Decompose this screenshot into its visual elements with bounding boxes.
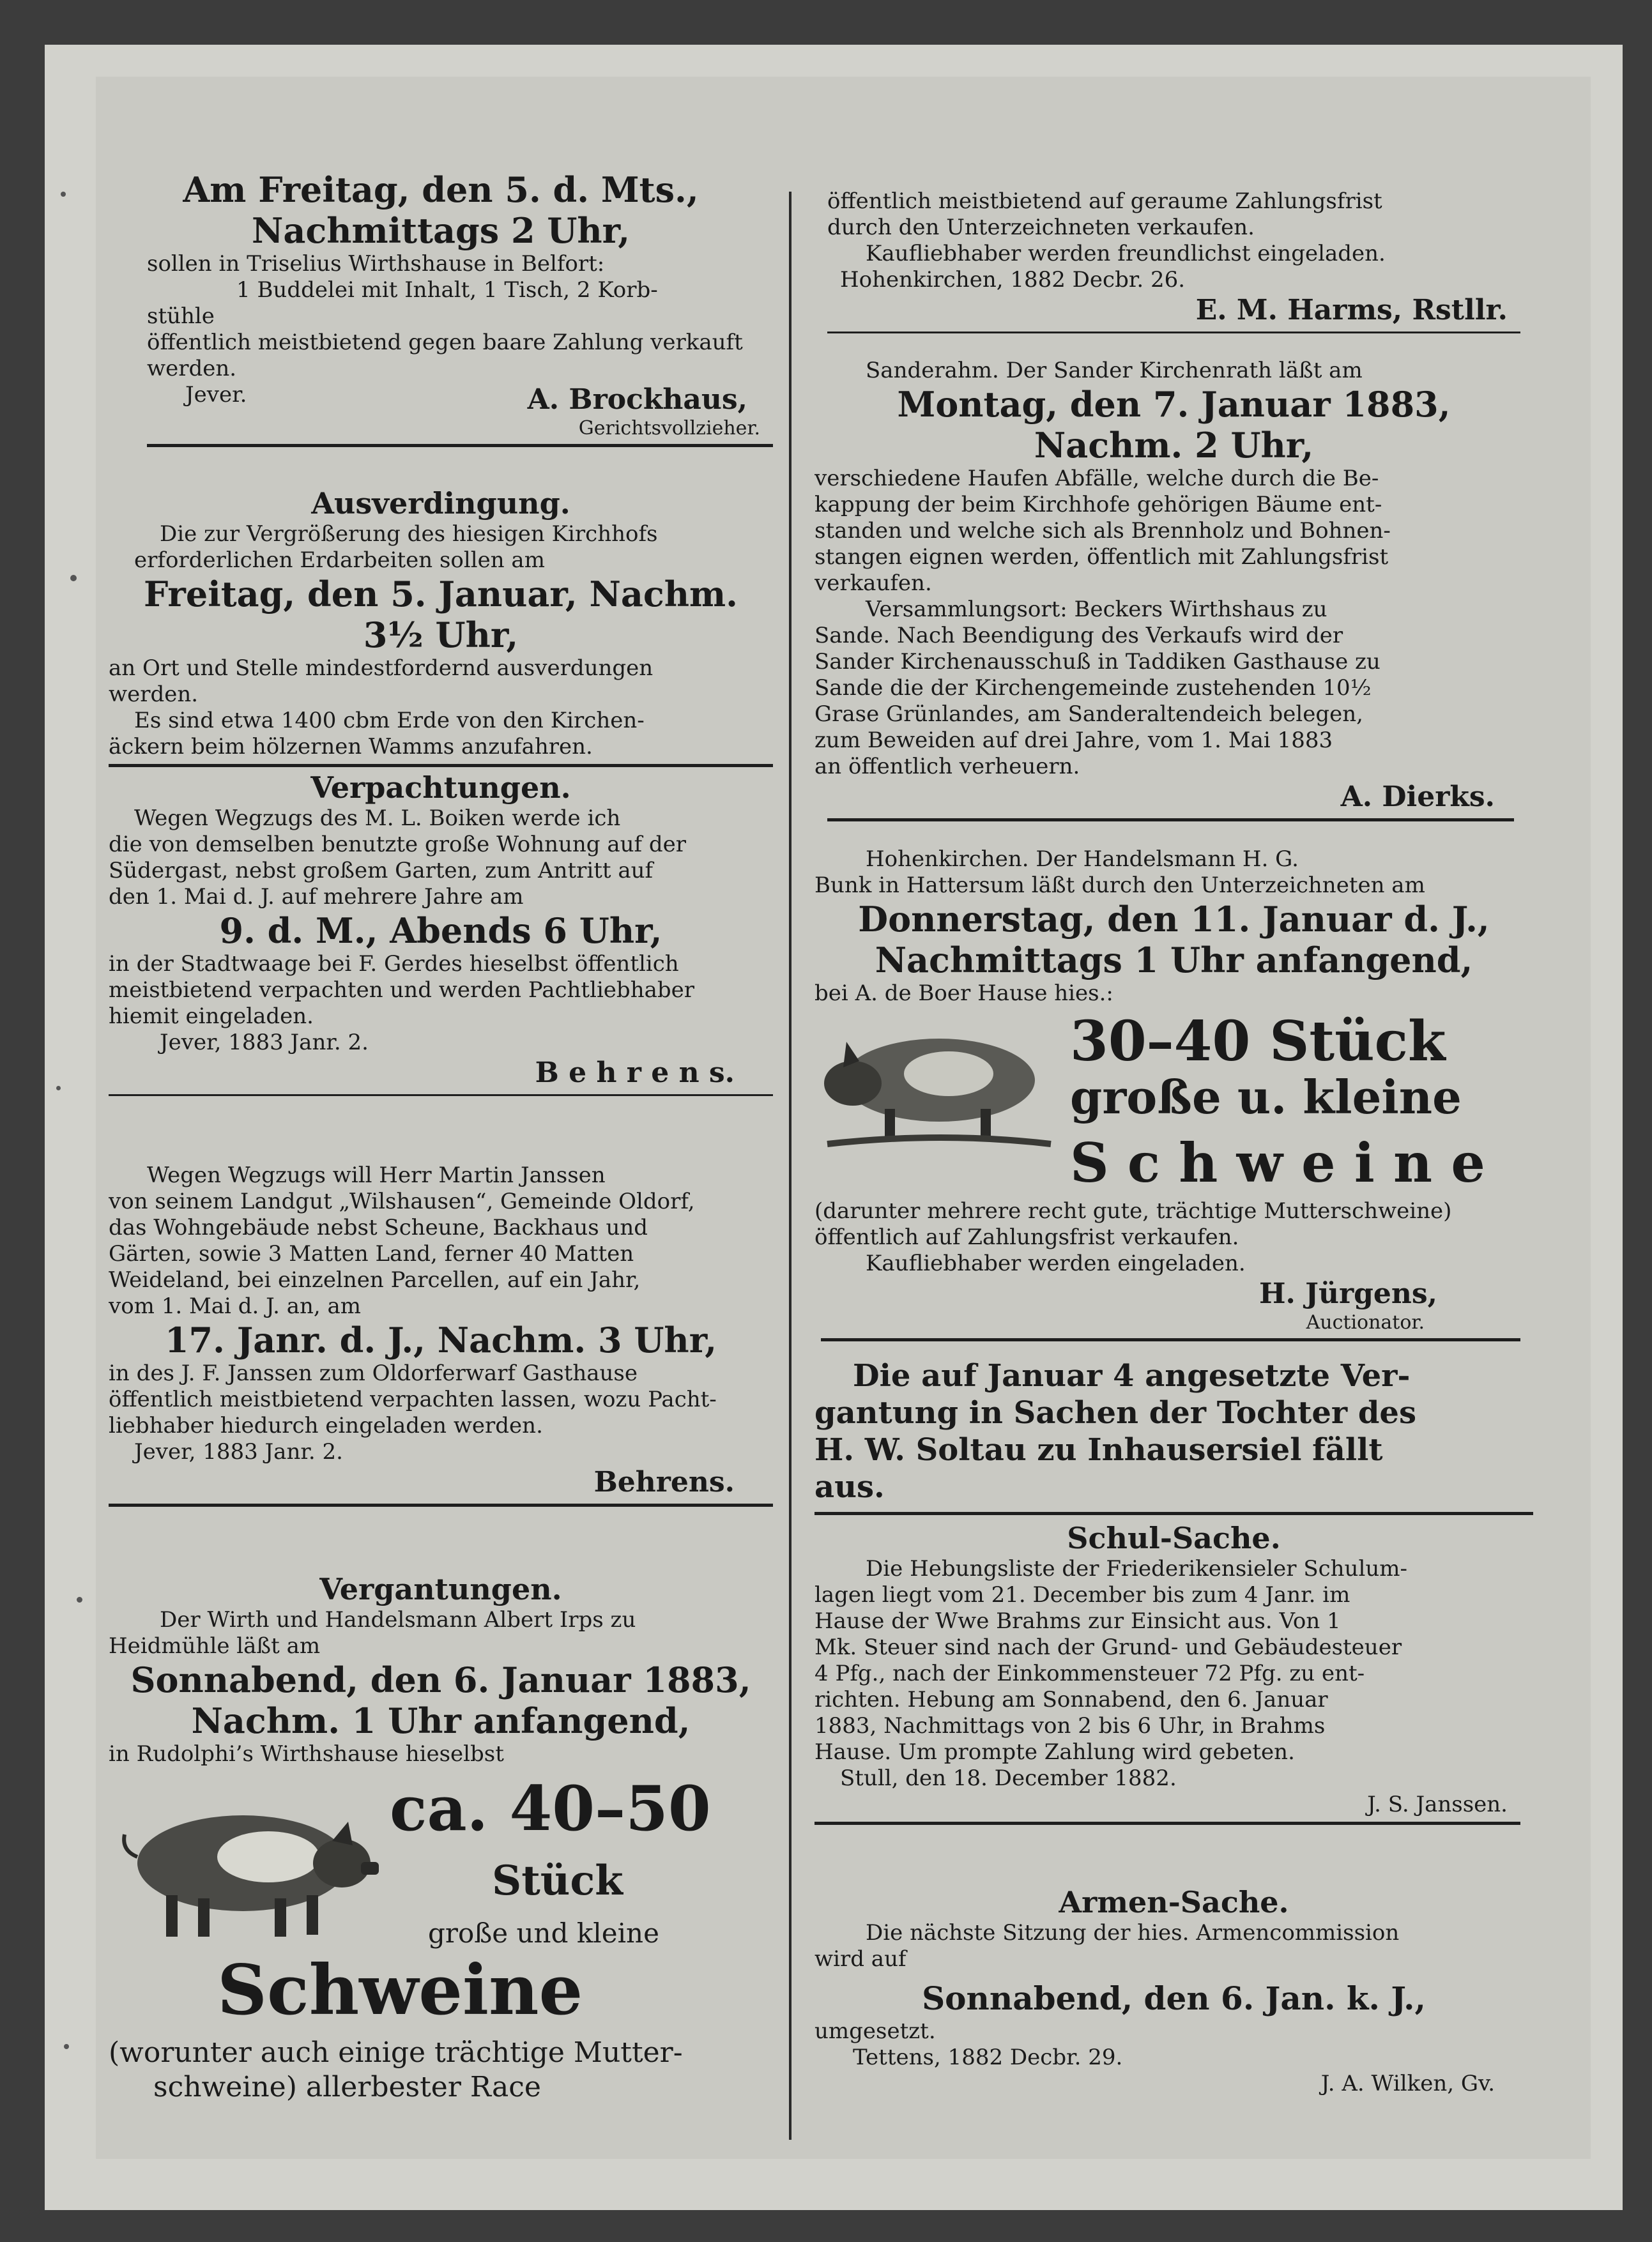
ad-signature: A. Brockhaus, bbox=[527, 383, 747, 416]
ad-text: Die nächste Sitzung der hies. Armencommission bbox=[866, 1920, 1400, 1946]
ink-speck bbox=[64, 2044, 69, 2049]
ad-date-line: 17. Janr. d. J., Nachm. 3 Uhr, bbox=[164, 1320, 717, 1361]
ad-date: Jever, 1883 Janr. 2. bbox=[134, 1439, 343, 1465]
ad-signature: H. Jürgens, bbox=[1258, 1277, 1437, 1310]
ad-text: aus. bbox=[815, 1469, 885, 1505]
ad-text: meistbietend verpachten und werden Pachtliebhaber bbox=[109, 977, 695, 1003]
ad-text: Südergast, nebst großem Garten, zum Antritt auf bbox=[109, 858, 654, 883]
ad-vergantungen-irps bbox=[109, 1571, 773, 2105]
ad-heading: Ausverdingung. bbox=[311, 486, 570, 521]
ad-text: den 1. Mai d. J. auf mehrere Jahre am bbox=[109, 884, 524, 910]
ad-text: sollen in Triselius Wirthshause in Belfort: bbox=[147, 251, 605, 277]
ad-text: von seinem Landgut „Wilshausen“, Gemeinde Oldorf, bbox=[109, 1189, 695, 1214]
ad-brockhaus bbox=[109, 169, 773, 451]
ad-date: Jever, 1883 Janr. 2. bbox=[160, 1030, 369, 1055]
ad-big-count: 30–40 Stück bbox=[1070, 1009, 1446, 1074]
ad-signature: A. Dierks. bbox=[1340, 781, 1495, 813]
ad-jurgens bbox=[815, 846, 1533, 1345]
ad-text: Hohenkirchen. Der Handelsmann H. G. bbox=[866, 846, 1299, 872]
separator-rule bbox=[827, 332, 1520, 333]
ad-text: werden. bbox=[109, 682, 199, 707]
ad-time-line: Nachmittags 2 Uhr, bbox=[251, 210, 631, 251]
ad-text: stangen eignen werden, öffentlich mit Zahlungsfrist bbox=[815, 544, 1389, 570]
ad-text: kappung der beim Kirchhofe gehörigen Bäume ent- bbox=[815, 492, 1382, 517]
ad-text: werden. bbox=[147, 356, 237, 381]
ad-date-line: Montag, den 7. Januar 1883, bbox=[897, 384, 1451, 425]
ad-text: Sande die der Kirchengemeinde zustehenden 10½ bbox=[815, 675, 1372, 701]
ad-text: große und kleine bbox=[428, 1918, 659, 1949]
ad-text: öffentlich meistbietend auf geraume Zahlungsfrist bbox=[827, 188, 1382, 214]
ad-text: öffentlich meistbietend gegen baare Zahlung verkauft bbox=[147, 330, 743, 355]
separator-rule bbox=[827, 818, 1514, 821]
ad-text: wird auf bbox=[815, 1946, 906, 1972]
ad-text: Weideland, bei einzelnen Parcellen, auf ein Jahr, bbox=[109, 1267, 641, 1293]
ad-verpachtungen-boiken bbox=[109, 770, 773, 1100]
ad-heading: Verpachtungen. bbox=[310, 770, 571, 805]
ad-text: schweine) allerbester Race bbox=[153, 2071, 541, 2103]
ad-text: öffentlich meistbietend verpachten lassen, wozu Pacht- bbox=[109, 1387, 717, 1412]
ad-text: Wegen Wegzugs des M. L. Boiken werde ich bbox=[134, 805, 621, 831]
ad-text: Gärten, sowie 3 Matten Land, ferner 40 Matten bbox=[109, 1241, 634, 1267]
ad-text: in des J. F. Janssen zum Oldorferwarf Gasthause bbox=[109, 1361, 638, 1386]
ad-date-line: 9. d. M., Abends 6 Uhr, bbox=[219, 910, 662, 951]
ad-text: in Rudolphi’s Wirthshause hieselbst bbox=[109, 1741, 504, 1767]
column-divider bbox=[789, 192, 792, 2140]
ad-text: Es sind etwa 1400 cbm Erde von den Kirchen- bbox=[134, 708, 645, 733]
ad-signature: E. M. Harms, Rstllr. bbox=[1195, 294, 1508, 326]
ad-text: Bunk in Hattersum läßt durch den Unterzeichneten am bbox=[815, 873, 1425, 898]
separator-rule bbox=[147, 444, 773, 447]
ad-text: Grase Grünlandes, am Sanderaltendeich belegen, bbox=[815, 701, 1363, 727]
ad-time-line: Nachmittags 1 Uhr anfangend, bbox=[875, 940, 1473, 980]
ad-text: lagen liegt vom 21. December bis zum 4 Janr. im bbox=[815, 1582, 1350, 1608]
ad-text: liebhaber hiedurch eingeladen werden. bbox=[109, 1413, 543, 1438]
ad-text: 4 Pfg., nach der Einkommensteuer 72 Pfg. zu ent- bbox=[815, 1661, 1365, 1686]
ad-text: Die auf Januar 4 angesetzte Ver- bbox=[853, 1358, 1411, 1394]
pig-illustration-icon bbox=[815, 1013, 1057, 1160]
ad-harms bbox=[815, 188, 1533, 337]
separator-rule bbox=[109, 1504, 773, 1507]
ad-text: Die Hebungsliste der Friederikensieler Schulum- bbox=[866, 1556, 1407, 1582]
ad-heading: Vergantungen. bbox=[319, 1572, 562, 1606]
ad-text: (worunter auch einige trächtige Mutter- bbox=[109, 2036, 683, 2069]
ad-verpachtungen-janssen bbox=[109, 1163, 773, 1511]
ad-text: verschiedene Haufen Abfälle, welche durch die Be- bbox=[815, 466, 1379, 491]
ink-speck bbox=[77, 1597, 82, 1603]
ad-big-item: S c h w e i n e bbox=[1070, 1131, 1485, 1194]
ad-schul-sache bbox=[815, 1520, 1533, 1829]
ad-text: 1 Buddelei mit Inhalt, 1 Tisch, 2 Korb- bbox=[236, 277, 658, 303]
ad-date-line: Donnerstag, den 11. Januar d. J., bbox=[858, 899, 1490, 940]
ad-heading: Armen-Sache. bbox=[1059, 1885, 1289, 1919]
ad-text: Versammlungsort: Beckers Wirthshaus zu bbox=[866, 597, 1327, 622]
ad-text: erforderlichen Erdarbeiten sollen am bbox=[134, 547, 545, 573]
ad-signature: J. A. Wilken, Gv. bbox=[1320, 2071, 1495, 2096]
ad-text: Heidmühle läßt am bbox=[109, 1633, 321, 1659]
ad-text: (darunter mehrere recht gute, trächtige Mutterschweine) bbox=[815, 1198, 1452, 1224]
ad-text: Der Wirth und Handelsmann Albert Irps zu bbox=[160, 1607, 636, 1633]
ad-big-item: Schweine bbox=[217, 1953, 583, 2028]
ad-signature-role: Auctionator. bbox=[1306, 1311, 1425, 1334]
ad-text: verkaufen. bbox=[815, 570, 932, 596]
ad-big-count: ca. 40–50 bbox=[390, 1774, 711, 1844]
ad-text: bei A. de Boer Hause hies.: bbox=[815, 980, 1113, 1006]
ad-text: Kaufliebhaber werden freundlichst eingeladen. bbox=[866, 241, 1386, 266]
ink-speck bbox=[61, 192, 66, 197]
ad-date: Hohenkirchen, 1882 Decbr. 26. bbox=[840, 267, 1186, 293]
ad-date: Stull, den 18. December 1882. bbox=[840, 1765, 1177, 1791]
ad-text: äckern beim hölzernen Wamms anzufahren. bbox=[109, 734, 593, 759]
ad-signature: J. S. Janssen. bbox=[1367, 1792, 1508, 1817]
ad-date: Tettens, 1882 Decbr. 29. bbox=[853, 2045, 1123, 2070]
ad-text: gantung in Sachen der Tochter des bbox=[815, 1395, 1416, 1431]
ink-speck bbox=[56, 1086, 61, 1090]
ad-text: richten. Hebung am Sonnabend, den 6. Januar bbox=[815, 1687, 1328, 1712]
ad-text: vom 1. Mai d. J. an, am bbox=[109, 1293, 362, 1319]
separator-rule bbox=[109, 764, 773, 767]
pig-illustration-icon bbox=[115, 1787, 383, 1946]
ad-text: Sanderahm. Der Sander Kirchenrath läßt am bbox=[866, 358, 1363, 383]
ad-signature: Behrens. bbox=[593, 1466, 735, 1498]
ad-text: stühle bbox=[147, 303, 215, 329]
ad-text: an öffentlich verheuern. bbox=[815, 754, 1080, 779]
ad-armen-sache bbox=[815, 1884, 1533, 2097]
ad-time-line: Nachm. 1 Uhr anfangend, bbox=[191, 1700, 691, 1741]
separator-rule bbox=[109, 1094, 773, 1096]
separator-rule bbox=[821, 1338, 1520, 1341]
ad-text: standen und welche sich als Brennholz und Bohnen- bbox=[815, 518, 1391, 544]
ad-big-unit: große u. kleine bbox=[1070, 1071, 1462, 1124]
ad-ausverdingung bbox=[109, 485, 773, 771]
ad-heading: Schul-Sache. bbox=[1067, 1521, 1281, 1555]
ad-text: H. W. Soltau zu Inhausersiel fällt bbox=[815, 1432, 1383, 1468]
ad-date-line: Sonnabend, den 6. Januar 1883, bbox=[130, 1659, 751, 1700]
ad-text: Sande. Nach Beendigung des Verkaufs wird der bbox=[815, 623, 1343, 648]
ad-text: 1883, Nachmittags von 2 bis 6 Uhr, in Brahms bbox=[815, 1713, 1326, 1739]
ad-text: Wegen Wegzugs will Herr Martin Janssen bbox=[147, 1163, 606, 1188]
ad-text: Hause der Wwe Brahms zur Einsicht aus. Von 1 bbox=[815, 1608, 1341, 1634]
ad-text: Die zur Vergrößerung des hiesigen Kirchhofs bbox=[160, 521, 658, 547]
ad-text: öffentlich auf Zahlungsfrist verkaufen. bbox=[815, 1224, 1239, 1250]
ad-time-line: Nachm. 2 Uhr, bbox=[1034, 425, 1314, 466]
separator-rule bbox=[815, 1512, 1533, 1515]
ad-text: durch den Unterzeichneten verkaufen. bbox=[827, 215, 1255, 240]
ink-speck bbox=[70, 575, 77, 581]
ad-text: die von demselben benutzte große Wohnung auf der bbox=[109, 832, 687, 857]
ad-text: Sander Kirchenausschuß in Taddiken Gasthause zu bbox=[815, 649, 1380, 675]
ad-date-line: Freitag, den 5. Januar, Nachm. bbox=[144, 574, 738, 614]
ad-text: an Ort und Stelle mindestfordernd ausverdungen bbox=[109, 655, 654, 681]
ad-text: zum Beweiden auf drei Jahre, vom 1. Mai 1883 bbox=[815, 728, 1333, 753]
ad-soltau-notice bbox=[815, 1357, 1533, 1519]
ad-date-line: Am Freitag, den 5. d. Mts., bbox=[183, 169, 699, 210]
ad-text: Kaufliebhaber werden eingeladen. bbox=[866, 1251, 1246, 1276]
ad-text: hiemit eingeladen. bbox=[109, 1003, 314, 1029]
ad-text: in der Stadtwaage bei F. Gerdes hieselbst öffentlich bbox=[109, 951, 679, 977]
ad-sander-kirchenrath bbox=[815, 358, 1533, 825]
ad-signature: B e h r e n s. bbox=[535, 1056, 735, 1089]
ad-text: das Wohngebäude nebst Scheune, Backhaus und bbox=[109, 1215, 648, 1240]
ad-text: umgesetzt. bbox=[815, 2018, 936, 2044]
ad-big-unit: Stück bbox=[492, 1857, 623, 1905]
ad-place: Jever. bbox=[185, 382, 247, 408]
separator-rule bbox=[815, 1822, 1520, 1825]
ad-text: Mk. Steuer sind nach der Grund- und Gebäudesteuer bbox=[815, 1635, 1402, 1660]
ad-text: Hause. Um prompte Zahlung wird gebeten. bbox=[815, 1739, 1295, 1765]
newspaper-page bbox=[96, 77, 1591, 2159]
ad-date-line: Sonnabend, den 6. Jan. k. J., bbox=[922, 1979, 1426, 2017]
ad-signature-role: Gerichtsvollzieher. bbox=[578, 417, 760, 439]
ad-time-line: 3½ Uhr, bbox=[363, 614, 519, 655]
